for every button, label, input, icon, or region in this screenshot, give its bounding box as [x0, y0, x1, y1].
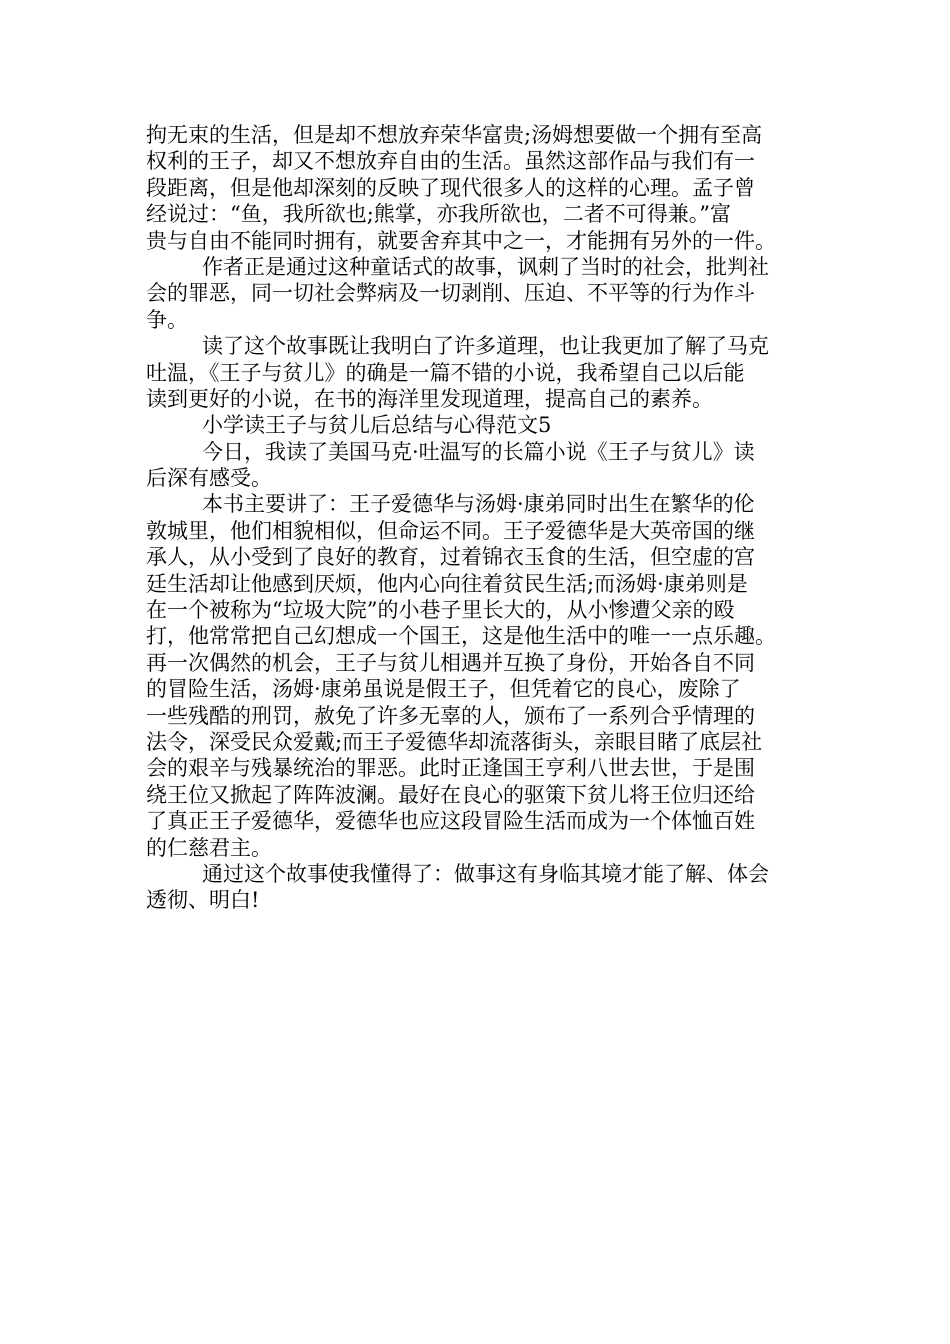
text-line: 经说过：“鱼，我所欲也;熊掌，亦我所欲也，二者不可得兼。”富 [146, 202, 732, 227]
text-line: 读了这个故事既让我明白了许多道理，也让我更加了解了马克 [202, 334, 769, 359]
text-line: 会的罪恶，同一切社会弊病及一切剥削、压迫、不平等的行为作斗 [146, 281, 755, 306]
text-line: 吐温，《王子与贫儿》的确是一篇不错的小说，我希望自己以后能 [146, 360, 745, 385]
text-line: 在一个被称为“垃圾大院”的小巷子里长大的，从小惨遭父亲的殴 [146, 598, 735, 623]
section-title: 小学读王子与贫儿后总结与心得范文5 [202, 413, 552, 438]
text-line: 拘无束的生活，但是却不想放弃荣华富贵;汤姆想要做一个拥有至高 [146, 123, 763, 147]
text-line: 廷生活却让他感到厌烦，他内心向往着贫民生活;而汤姆·康弟则是 [146, 571, 748, 596]
document-body [146, 122, 814, 914]
text-line: 争。 [146, 307, 188, 332]
text-line: 再一次偶然的机会，王子与贫儿相遇并互换了身份，开始各自不同 [146, 650, 755, 675]
text-line: 法令，深受民众爱戴;而王子爱德华却流落街头，亲眼目睹了底层社 [146, 729, 763, 754]
text-line: 承人，从小受到了良好的教育，过着锦衣玉食的生活，但空虚的宫 [146, 545, 755, 570]
text-line: 本书主要讲了：王子爱德华与汤姆·康弟同时出生在繁华的伦 [202, 492, 755, 517]
text-line: 作者正是通过这种童话式的故事，讽刺了当时的社会，批判社 [202, 254, 769, 279]
text-line: 读到更好的小说，在书的海洋里发现道理，提高自己的素养。 [146, 386, 713, 411]
text-line: 今日，我读了美国马克·吐温写的长篇小说《王子与贫儿》读 [202, 439, 755, 464]
text-line: 绕王位又掀起了阵阵波澜。最好在良心的驱策下贫儿将王位归还给 [146, 782, 755, 807]
text-line: 的冒险生活，汤姆·康弟虽说是假王子，但凭着它的良心，废除了 [146, 677, 741, 702]
text-line: 会的艰辛与残暴统治的罪恶。此时正逢国王亨利八世去世，于是围 [146, 756, 755, 781]
text-line: 后深有感受。 [146, 466, 272, 491]
text-line: 打，他常常把自己幻想成一个国王，这是他生活中的唯一一点乐趣。 [146, 624, 776, 649]
text-line: 权利的王子，却又不想放弃自由的生活。虽然这部作品与我们有一 [146, 149, 755, 174]
text-line: 透彻、明白! [146, 888, 260, 913]
text-line: 一些残酷的刑罚，赦免了许多无辜的人，颁布了一系列合乎情理的 [146, 703, 755, 728]
text-line: 段距离，但是他却深刻的反映了现代很多人的这样的心理。孟子曾 [146, 175, 755, 200]
text-line: 的仁慈君主。 [146, 835, 272, 860]
text-line: 敦城里，他们相貌相似，但命运不同。王子爱德华是大英帝国的继 [146, 518, 755, 543]
text-line: 通过这个故事使我懂得了：做事这有身临其境才能了解、体会 [202, 861, 769, 886]
text-line: 了真正王子爱德华，爱德华也应这段冒险生活而成为一个体恤百姓 [146, 809, 755, 834]
text-line: 贵与自由不能同时拥有，就要舍弃其中之一，才能拥有另外的一件。 [146, 228, 776, 253]
